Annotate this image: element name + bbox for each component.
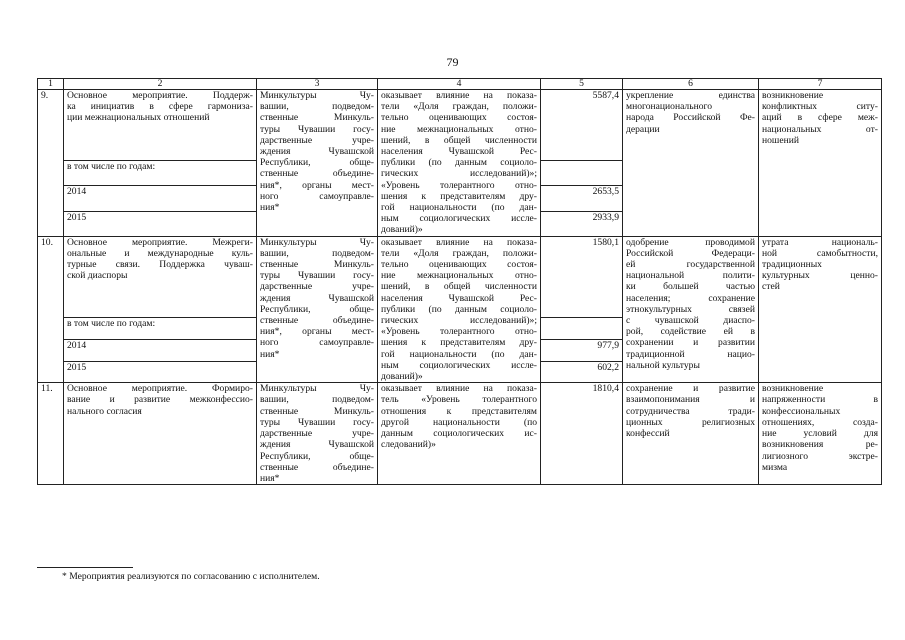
text-line: Российской Федераци-: [626, 247, 755, 259]
row-number: [38, 236, 64, 383]
funding-total: [541, 383, 623, 485]
executor: [257, 236, 378, 383]
text-line: шений, в общей численности: [381, 281, 537, 293]
text-line: ного самоуправле-: [260, 190, 374, 202]
funding-total: [541, 236, 623, 318]
text-line: напряженности в: [762, 394, 878, 406]
text-line: оказывает влияние на показа-: [381, 236, 537, 248]
text-line: Республики, обще-: [260, 450, 374, 462]
text-line: Республики, обще-: [260, 303, 374, 315]
text-line: культурных ценно-: [762, 270, 878, 282]
table-row: [38, 383, 882, 485]
table-row: [38, 236, 882, 318]
cell-text: 2015: [67, 211, 87, 223]
text-line: сохранении и развитии: [626, 337, 755, 349]
row-number: [38, 383, 64, 485]
year-label: [64, 339, 257, 361]
text-line: ственные Минкуль-: [260, 259, 374, 271]
text-line: традиционных: [762, 259, 822, 271]
text-line: тели «Доля граждан, положи-: [381, 247, 537, 259]
text-line: вашии, подведом-: [260, 247, 374, 259]
text-line: Минкультуры Чу-: [260, 236, 374, 248]
text-line: населения Чувашской Рес-: [381, 146, 537, 158]
text-line: другой национальности (по: [381, 416, 537, 428]
text-line: ционных религиозных: [626, 416, 755, 428]
text-line: следований)»: [381, 439, 436, 451]
text-line: ции межнациональных отношений: [67, 112, 210, 124]
text-line: стей: [762, 281, 780, 293]
text-line: Республики, обще-: [260, 157, 374, 169]
table-row: [38, 90, 882, 161]
risks: [759, 236, 882, 383]
cell-text: 5587,4: [592, 90, 619, 101]
text-line: тельно оценивающих состоя-: [381, 112, 537, 124]
year-value: [541, 339, 623, 361]
indicators: [378, 90, 541, 237]
column-number-row: [38, 79, 882, 90]
text-line: гических исследований)»;: [381, 168, 537, 180]
year-label: [64, 361, 257, 383]
text-line: национальной полити-: [626, 270, 755, 282]
cell-text: 2653,5: [592, 186, 619, 198]
years-subheader: [64, 161, 257, 186]
text-line: ния*: [260, 348, 280, 360]
column-number: 6: [623, 79, 759, 90]
text-line: ношений: [762, 134, 799, 146]
text-line: ние межнациональных отно-: [381, 270, 537, 282]
text-line: традиционной нацио-: [626, 348, 755, 360]
text-line: ждения Чувашской: [260, 146, 374, 158]
indicators: [378, 236, 541, 383]
column-number: 3: [257, 79, 378, 90]
text-line: ния*: [260, 202, 280, 214]
cell-text: в том числе по годам:: [67, 161, 156, 173]
text-line: аций в сфере меж-: [762, 112, 878, 124]
cell-text: 2933,9: [592, 211, 619, 223]
text-line: взаимопонимания и: [626, 394, 755, 406]
events-table: [37, 78, 882, 485]
text-line: гических исследований)»;: [381, 315, 537, 327]
text-line: вашии, подведом-: [260, 101, 374, 113]
text-line: гой национальности (по дан-: [381, 348, 537, 360]
text-line: конфессиональных: [762, 405, 841, 417]
text-line: народа Российской Фе-: [626, 112, 755, 124]
cell-text: 9.: [41, 90, 49, 101]
text-line: ного самоуправле-: [260, 337, 374, 349]
cell-text: в том числе по годам:: [67, 318, 156, 330]
text-line: многонационального: [626, 101, 713, 113]
text-line: дований)»: [381, 224, 423, 236]
cell-text: 11.: [41, 383, 53, 395]
column-number: 1: [38, 79, 64, 90]
cell-text: 10.: [41, 236, 53, 248]
footnote-divider: [37, 567, 133, 568]
text-line: сотрудничества тради-: [626, 405, 755, 417]
text-line: населения; сохранение: [626, 292, 755, 304]
text-line: данным социологических ис-: [381, 428, 537, 440]
text-line: Минкультуры Чу-: [260, 383, 374, 395]
text-line: возникновение: [762, 90, 824, 101]
text-line: рой, содействие ей в: [626, 326, 755, 338]
text-line: гой национальности (по дан-: [381, 202, 537, 214]
text-line: ние условий для: [762, 428, 878, 440]
column-number: 7: [759, 79, 882, 90]
text-line: ской диаспоры: [67, 270, 128, 282]
text-line: туры Чувашии госу-: [260, 270, 374, 282]
text-line: турные связи. Поддержка чуваш-: [67, 259, 253, 271]
text-line: отношениях, созда-: [762, 416, 878, 428]
text-line: шений, в общей численности: [381, 134, 537, 146]
text-line: ка инициатив в сфере гармониза-: [67, 101, 253, 113]
executor: [257, 90, 378, 237]
text-line: возникновения ре-: [762, 439, 878, 451]
years-subheader: [64, 318, 257, 340]
text-line: этнокультурных связей: [626, 303, 755, 315]
column-number: 5: [541, 79, 623, 90]
text-line: тельно оценивающих состоя-: [381, 259, 537, 271]
text-line: Основное мероприятие. Межреги-: [67, 236, 253, 248]
text-line: лигиозного экстре-: [762, 450, 878, 462]
text-line: вашии, подведом-: [260, 394, 374, 406]
expected-result: [623, 236, 759, 383]
text-line: нального согласия: [67, 405, 142, 417]
cell-text: 977,9: [597, 339, 619, 351]
cell-text: 2015: [67, 361, 87, 373]
text-line: отношения к представителям: [381, 405, 537, 417]
text-line: ственные объедине-: [260, 168, 374, 180]
text-line: публики (по данным социоло-: [381, 303, 537, 315]
year-value: [541, 361, 623, 383]
text-line: дерации: [626, 123, 660, 135]
years-subheader-value: [541, 161, 623, 186]
year-label: [64, 186, 257, 211]
event-name: [64, 90, 257, 161]
text-line: конфессий: [626, 428, 670, 440]
text-line: ние межнациональных отно-: [381, 123, 537, 135]
text-line: публики (по данным социоло-: [381, 157, 537, 169]
text-line: вание и развитие межконфессио-: [67, 394, 253, 406]
text-line: утрата националь-: [762, 236, 878, 248]
text-line: дарственные учре-: [260, 134, 374, 146]
text-line: тели «Доля граждан, положи-: [381, 101, 537, 113]
text-line: туры Чувашии госу-: [260, 416, 374, 428]
column-number: 2: [64, 79, 257, 90]
text-line: ственные Минкуль-: [260, 405, 374, 417]
event-name: [64, 383, 257, 485]
text-line: туры Чувашии госу-: [260, 123, 374, 135]
text-line: ной самобытности,: [762, 247, 878, 259]
text-line: мизма: [762, 461, 788, 473]
text-line: ей государственной: [626, 259, 755, 271]
cell-text: 602,2: [597, 361, 619, 373]
text-line: укрепление единства: [626, 90, 755, 101]
text-line: оказывает влияние на показа-: [381, 90, 537, 101]
year-value: [541, 211, 623, 236]
text-line: «Уровень толерантного отно-: [381, 179, 537, 191]
event-name: [64, 236, 257, 318]
text-line: ния*, органы мест-: [260, 326, 374, 338]
text-line: ния*: [260, 472, 280, 484]
text-line: национальных от-: [762, 123, 878, 135]
cell-text: 1810,4: [592, 383, 619, 395]
cell-text: 2014: [67, 186, 87, 198]
expected-result: [623, 383, 759, 485]
text-line: Основное мероприятие. Поддерж-: [67, 90, 253, 101]
text-line: шения к представителям дру-: [381, 190, 537, 202]
risks: [759, 383, 882, 485]
text-line: нальной культуры: [626, 359, 700, 371]
text-line: дарственные учре-: [260, 281, 374, 293]
text-line: «Уровень толерантного отно-: [381, 326, 537, 338]
text-line: ным социологических иссле-: [381, 213, 537, 225]
text-line: возникновение: [762, 383, 824, 395]
text-line: ственные объедине-: [260, 315, 374, 327]
years-subheader-value: [541, 318, 623, 340]
text-line: ждения Чувашской: [260, 439, 374, 451]
text-line: дарственные учре-: [260, 428, 374, 440]
year-value: [541, 186, 623, 211]
text-line: ждения Чувашской: [260, 292, 374, 304]
text-line: тель «Уровень толерантного: [381, 394, 537, 406]
text-line: оказывает влияние на показа-: [381, 383, 537, 395]
column-number: 4: [378, 79, 541, 90]
text-line: ния*, органы мест-: [260, 179, 374, 191]
risks: [759, 90, 882, 237]
text-line: ональные и международные куль-: [67, 247, 253, 259]
text-line: ки большей частью: [626, 281, 755, 293]
text-line: ным социологических иссле-: [381, 359, 537, 371]
text-line: одобрение проводимой: [626, 236, 755, 248]
executor: [257, 383, 378, 485]
cell-text: 1580,1: [592, 236, 619, 248]
text-line: дований)»: [381, 371, 423, 383]
cell-text: 2014: [67, 339, 87, 351]
text-line: Минкультуры Чу-: [260, 90, 374, 101]
text-line: шения к представителям дру-: [381, 337, 537, 349]
text-line: ственные Минкуль-: [260, 112, 374, 124]
text-line: конфликтных ситу-: [762, 101, 878, 113]
text-line: сохранение и развитие: [626, 383, 755, 395]
indicators: [378, 383, 541, 485]
text-line: с чувашской диаспо-: [626, 315, 755, 327]
footnote: * Мероприятия реализуются по согласованию с исполнителем.: [62, 571, 320, 582]
page-number: 79: [446, 55, 459, 69]
text-line: населения Чувашской Рес-: [381, 292, 537, 304]
text-line: Основное мероприятие. Формиро-: [67, 383, 253, 395]
row-number: [38, 90, 64, 237]
expected-result: [623, 90, 759, 237]
text-line: ственные объедине-: [260, 461, 374, 473]
year-label: [64, 211, 257, 236]
funding-total: [541, 90, 623, 161]
